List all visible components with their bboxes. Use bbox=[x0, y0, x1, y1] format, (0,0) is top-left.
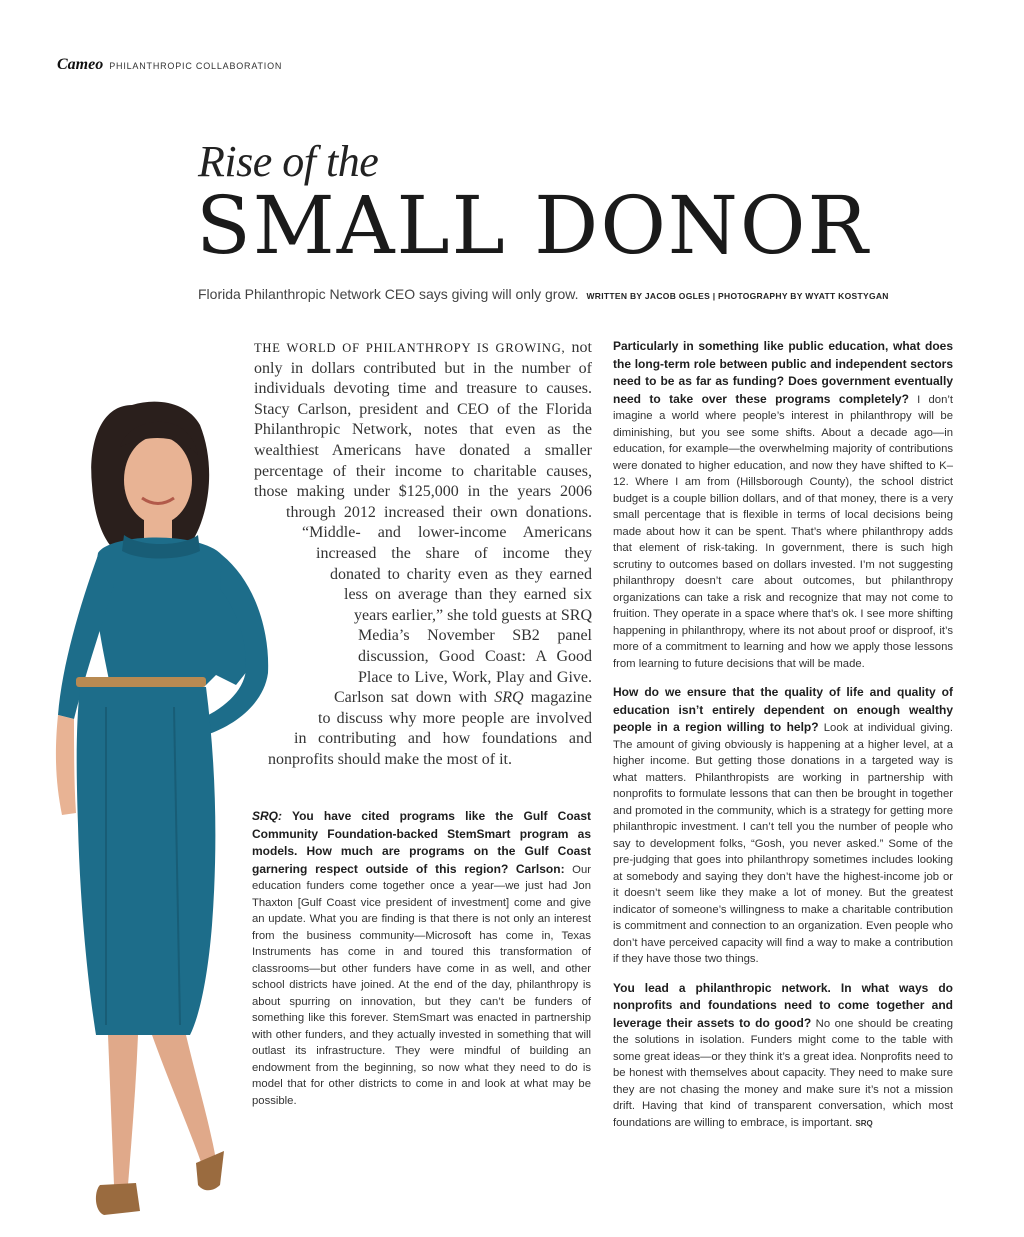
intro-body: not only in dollars contributed but in the number of individuals devoting time and treasure to causes. Stacy Carlson, president and CEO of the Florida Philanthropic Network, notes that even as the wealthiest Americans have donated a smaller percentage of their income to charitable causes, those making under $125,000 in the years 2006 through 2012 increased their own donations. “Middle- and lower-income Americans increased the share of income they donated to charity even as they earned less on average than they earned six years earlier,” she told guests at SRQ Media’s November SB2 panel discussion, Good Coast: A Good Place to Live, Work, Play and Give. Carlson sat down with bbox=[254, 339, 592, 707]
qa-block-4 bbox=[613, 980, 953, 1133]
question-prefix: SRQ: bbox=[252, 809, 282, 823]
section-label: PHILANTHROPIC COLLABORATION bbox=[109, 61, 283, 71]
qa-column-left bbox=[252, 808, 591, 1121]
intro-paragraph bbox=[254, 338, 592, 770]
answer-prefix: Carlson: bbox=[515, 861, 565, 876]
question-3: How do we ensure that the quality of life and quality of education isn’t entirely dependent on enough wealthy people in a region willing to help? bbox=[613, 685, 953, 734]
answer-2: I don’t imagine a world where people’s interest in philanthropy will be diminishing, but you see some shifts. About a decade ago—in education, for example—the overwhelming majority of contributions were donated to higher education, and now they have shifted to K–12. Where I am from (Hillsborough County), the school district budget is a couple billion dollars, and of that money, there is a very small percentage that is flexible in terms of local decisions being made about how it can be spent. That’s where philanthropy adds that element of risk-taking. In government, there is such high scrutiny to outcomes based on dollars invested. I’m not suggesting philanthropy doesn’t care about outcomes, but philanthropy organizations can take a risk and recognize that may not come to fruition. They operate in a space where that’s ok. I see more shifting happening in philanthropy, where its not about proof or disproof, it’s more of a commitment to learning and how we apply those lessons from learning to future decisions that will be made. bbox=[613, 393, 953, 670]
question-1: You have cited programs like the Gulf Coast Community Foundation-backed StemSmart program as models. How much are programs on the Gulf Coast garnering respect outside of this region? bbox=[252, 809, 591, 876]
question-4: You lead a philanthropic network. In what ways do nonprofits and foundations need to come together and leverage their assets to do good? bbox=[613, 980, 953, 1030]
byline-credits: WRITTEN BY JACOB OGLES | PHOTOGRAPHY BY WYATT KOSTYGAN bbox=[586, 291, 889, 301]
intro-tail: magazine to discuss why more people are involved in contributing and how foundations and nonprofits should make the most of it. bbox=[268, 689, 593, 768]
end-mark: SRQ bbox=[855, 1118, 873, 1128]
qa-block-3 bbox=[613, 684, 953, 968]
deck-text: Florida Philanthropic Network CEO says giving will only grow. bbox=[198, 286, 579, 302]
answer-4: No one should be creating the solutions in isolation. Funders might come to the table with some great ideas—or they think it’s a great idea. Nonprofits need to be honest with themselves about capacity. They need to make sure they are not chasing the money and make sure it’s not a mission drift. Having that kind of transparent conversation, which most foundations are willing to embrace, is important. bbox=[613, 1017, 953, 1129]
intro-lead: THE WORLD OF PHILANTHROPY IS GROWING, bbox=[254, 341, 566, 355]
qa-column-right bbox=[613, 338, 953, 1144]
intro-magazine-name: SRQ bbox=[494, 689, 524, 707]
question-2: Particularly in something like public education, what does the long-term role between public and independent sectors need to be as far as funding? Does government eventually need to take over these programs completely? bbox=[613, 339, 953, 406]
deck-row bbox=[198, 286, 958, 302]
magazine-brand: Cameo bbox=[57, 56, 104, 73]
answer-1: Our education funders come together once a year—we just had Jon Thaxton [Gulf Coast vice president of investment] come and give an update. What you are finding is that there is not only an interest from the business community—Microsoft has come in, Texas Instruments has come in and toured this transformation of classrooms—but other funders have come in as well, and other school districts have joined. At the end of the day, philanthropy is about spurring on innovation, but they can’t be funders of something like this forever. StemSmart was enacted in partnership with other funders, and they actually invested in something that will outlast its infrastructure. They were mindful of building an endowment from the beginning, so now what they need to do is model that for other districts to come in and look at what may be possible. bbox=[252, 863, 591, 1107]
title-line-1: Rise of the bbox=[198, 137, 379, 186]
title-line-2: SMALL DONOR bbox=[196, 179, 870, 272]
answer-3: Look at individual giving. The amount of giving obviously is happening at a higher level, at a higher income. But getting those donations in a targeted way is what matters. Philanthropists are working in partnership with nonprofits to formulate lessons that can then be brought in together and promoted in the community, which is a strategy for getting more philanthropic investment. I can’t tell you the number of people who say to development folks, “Gosh, you never asked.” Some of the pre-judging that goes into philanthropy sometimes includes looking at somebody and saying they don’t have the highest-income job or it doesn’t seem like they make a lot of money. But the greatest indicator of someone’s willingness to make a charitable contribution is commitment and connection to an organization. Even people who don’t have perceived capacity will find a way to make a contribution if they have those two things. bbox=[613, 722, 953, 965]
qa-block-1 bbox=[252, 808, 591, 1109]
qa-block-2 bbox=[613, 338, 953, 672]
page-header bbox=[57, 56, 282, 74]
